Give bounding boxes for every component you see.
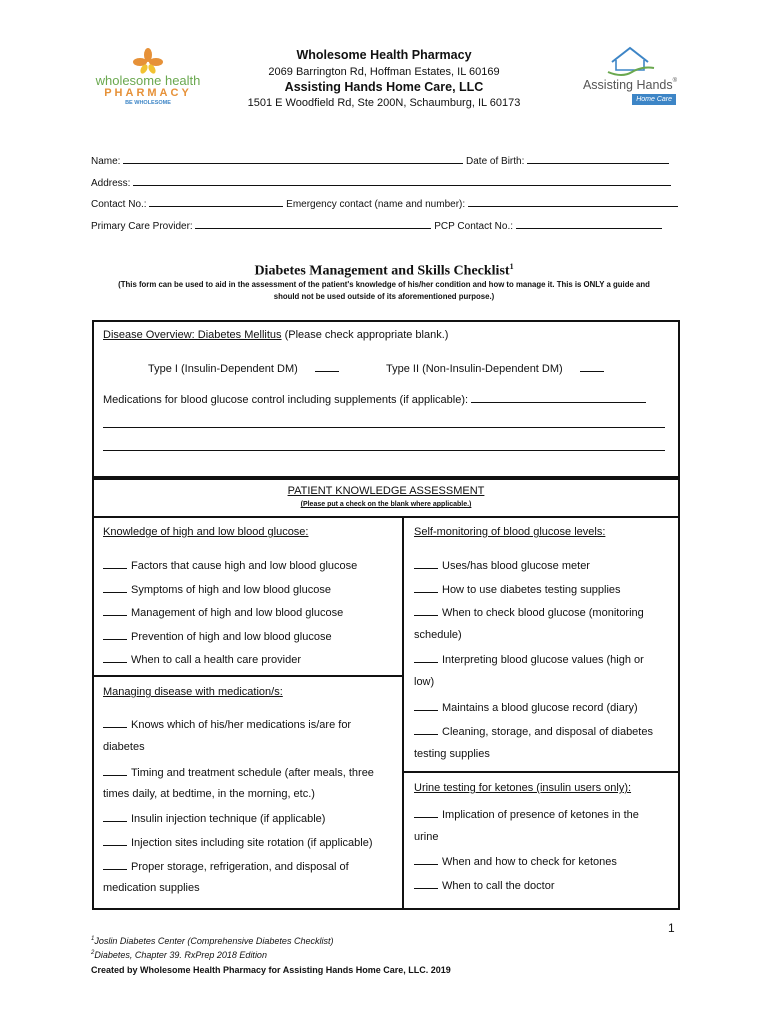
page-number: 1 bbox=[668, 921, 675, 935]
ketones-heading: Urine testing for ketones (insulin users only): bbox=[414, 782, 632, 794]
emergency-label: Emergency contact (name and number): bbox=[286, 199, 466, 210]
pcp-field[interactable] bbox=[195, 219, 431, 229]
medication-item: Proper storage, refrigeration, and disposal of bbox=[103, 859, 349, 873]
assessment-header-divider bbox=[92, 516, 680, 518]
check-blank[interactable] bbox=[103, 605, 127, 616]
logo-brand: Assisting Hands® bbox=[582, 78, 678, 92]
logo-line2: PHARMACY bbox=[104, 87, 192, 99]
left-section-divider bbox=[92, 675, 404, 677]
address-field[interactable] bbox=[133, 176, 671, 186]
contact-row bbox=[91, 197, 675, 210]
address-row bbox=[91, 176, 675, 189]
pcp-contact-field[interactable] bbox=[516, 219, 662, 229]
name-field[interactable] bbox=[123, 154, 463, 164]
medication-item-cont: times daily, at bedtime, in the morning, etc.) bbox=[103, 788, 315, 800]
selfmon-item: When to check blood glucose (monitoring bbox=[414, 605, 644, 619]
check-blank[interactable] bbox=[414, 558, 438, 569]
pcp-row bbox=[91, 219, 675, 232]
knowledge-item: When to call a health care provider bbox=[103, 652, 301, 666]
pcp-label: Primary Care Provider: bbox=[91, 221, 193, 232]
ketones-item: When and how to check for ketones bbox=[414, 854, 617, 868]
selfmon-item: How to use diabetes testing supplies bbox=[414, 582, 621, 596]
medication-item: Insulin injection technique (if applicable) bbox=[103, 811, 325, 825]
footnote-2: $^2$Diabetes, Chapter 39. RxPrep 2018 Edition bbox=[91, 950, 267, 960]
check-blank[interactable] bbox=[414, 807, 438, 818]
type1-option: Type I (Insulin-Dependent DM) bbox=[148, 361, 343, 375]
homecare-address: 1501 E Woodfield Rd, Ste 200N, Schaumburg, IL 60173 bbox=[247, 97, 521, 109]
ketones-item: Implication of presence of ketones in the bbox=[414, 807, 639, 821]
check-blank[interactable] bbox=[414, 700, 438, 711]
check-blank[interactable] bbox=[414, 652, 438, 663]
overview-heading: Disease Overview: Diabetes Mellitus (Please check appropriate blank.) bbox=[103, 329, 449, 341]
check-blank[interactable] bbox=[103, 629, 127, 640]
selfmon-item: Cleaning, storage, and disposal of diabetes bbox=[414, 724, 653, 738]
medications-field[interactable] bbox=[471, 393, 646, 403]
created-by: Created by Wholesome Health Pharmacy for Assisting Hands Home Care, LLC. 2019 bbox=[91, 965, 451, 975]
logo-sub: Home Care bbox=[632, 94, 676, 105]
check-blank[interactable] bbox=[103, 652, 127, 663]
knowledge-item: Factors that cause high and low blood glucose bbox=[103, 558, 357, 572]
pcp-contact-label: PCP Contact No.: bbox=[434, 221, 514, 232]
medication-item-cont: medication supplies bbox=[103, 882, 200, 894]
flower-icon bbox=[133, 48, 163, 74]
medication-item: Injection sites including site rotation (if applicable) bbox=[103, 835, 373, 849]
address-label: Address: bbox=[91, 178, 131, 189]
house-hands-icon bbox=[602, 44, 658, 78]
name-row bbox=[91, 154, 675, 167]
type2-option: Type II (Non-Insulin-Dependent DM) bbox=[386, 361, 608, 375]
medication-item: Knows which of his/her medications is/are for bbox=[103, 717, 351, 731]
check-blank[interactable] bbox=[103, 558, 127, 569]
check-blank[interactable] bbox=[103, 835, 127, 846]
check-blank[interactable] bbox=[103, 811, 127, 822]
selfmon-item: Interpreting blood glucose values (high or bbox=[414, 652, 644, 666]
dob-field[interactable] bbox=[527, 154, 669, 164]
medication-heading: Managing disease with medication/s: bbox=[103, 686, 283, 698]
assessment-heading: PATIENT KNOWLEDGE ASSESSMENT bbox=[287, 485, 485, 497]
check-blank[interactable] bbox=[414, 724, 438, 735]
type1-blank[interactable] bbox=[315, 361, 339, 372]
check-blank[interactable] bbox=[103, 717, 127, 728]
selfmon-heading: Self-monitoring of blood glucose levels: bbox=[414, 526, 606, 538]
medication-item-cont: diabetes bbox=[103, 741, 145, 753]
knowledge-item: Prevention of high and low blood glucose bbox=[103, 629, 332, 643]
homecare-name: Assisting Hands Home Care, LLC bbox=[284, 80, 484, 94]
selfmon-item-cont: testing supplies bbox=[414, 748, 490, 760]
check-blank[interactable] bbox=[103, 582, 127, 593]
medications-line-2[interactable] bbox=[103, 450, 665, 451]
assessment-note: (Please put a check on the blank where applicable.) bbox=[300, 501, 472, 508]
right-section-divider bbox=[402, 771, 680, 773]
selfmon-item: Maintains a blood glucose record (diary) bbox=[414, 700, 638, 714]
logo-tagline: BE WHOLESOME bbox=[125, 100, 171, 106]
medications-line-1[interactable] bbox=[103, 427, 665, 428]
knowledge-heading: Knowledge of high and low blood glucose: bbox=[103, 526, 309, 538]
selfmon-item: Uses/has blood glucose meter bbox=[414, 558, 590, 572]
emergency-field[interactable] bbox=[468, 197, 678, 207]
assisting-hands-logo bbox=[578, 44, 682, 106]
medication-item: Timing and treatment schedule (after meals, three bbox=[103, 765, 374, 779]
check-blank[interactable] bbox=[414, 854, 438, 865]
title-note: (This form can be used to aid in the assessment of the patient's knowledge of his/her condition and how to manage it. This is ONLY a guide and should not be used outside of its aforementioned purpose.) bbox=[118, 280, 650, 301]
check-blank[interactable] bbox=[103, 765, 127, 776]
knowledge-item: Symptoms of high and low blood glucose bbox=[103, 582, 331, 596]
dob-label: Date of Birth: bbox=[466, 156, 525, 167]
pharmacy-address: 2069 Barrington Rd, Hoffman Estates, IL 60169 bbox=[268, 66, 500, 78]
check-blank[interactable] bbox=[103, 859, 127, 870]
check-blank[interactable] bbox=[414, 582, 438, 593]
medications-row: Medications for blood glucose control including supplements (if applicable): bbox=[103, 393, 646, 406]
pharmacy-name: Wholesome Health Pharmacy bbox=[296, 48, 472, 62]
name-label: Name: bbox=[91, 156, 121, 167]
ketones-item: When to call the doctor bbox=[414, 878, 555, 892]
selfmon-item-cont: schedule) bbox=[414, 629, 462, 641]
type2-blank[interactable] bbox=[580, 361, 604, 372]
footnote-1: $^1$Joslin Diabetes Center (Comprehensive Diabetes Checklist) bbox=[91, 936, 334, 946]
contact-field[interactable] bbox=[149, 197, 283, 207]
column-divider bbox=[402, 516, 404, 908]
page-title: Diabetes Management and Skills Checklist$^1$ bbox=[254, 262, 514, 279]
knowledge-item: Management of high and low blood glucose bbox=[103, 605, 343, 619]
logo-line1: wholesome health bbox=[95, 73, 201, 88]
contact-label: Contact No.: bbox=[91, 199, 147, 210]
check-blank[interactable] bbox=[414, 605, 438, 616]
ketones-item-cont: urine bbox=[414, 831, 439, 843]
check-blank[interactable] bbox=[414, 878, 438, 889]
selfmon-item-cont: low) bbox=[414, 676, 435, 688]
